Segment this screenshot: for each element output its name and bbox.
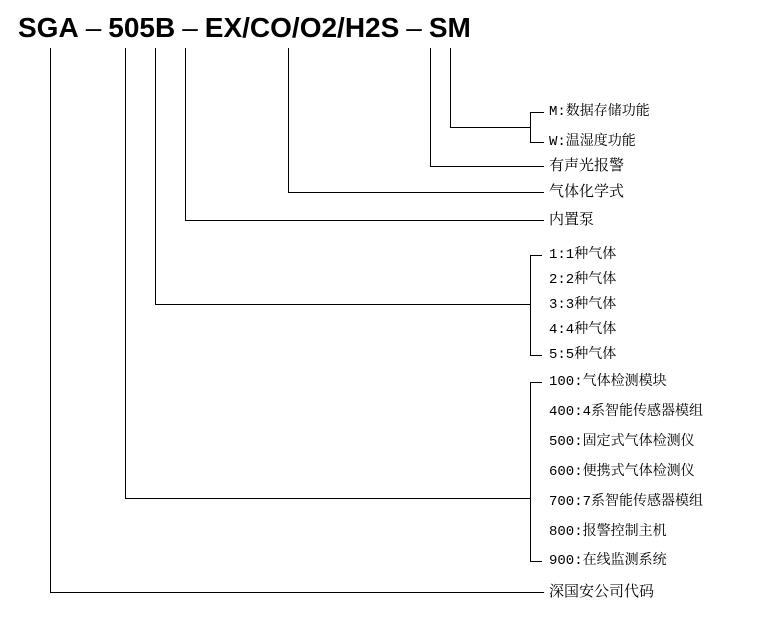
label-gas-count-3: 3:3种气体 — [549, 297, 617, 313]
label-series-100: 100:气体检测模块 — [549, 374, 667, 390]
bracket-gascount-tick-5 — [530, 355, 542, 356]
label-series-600: 600:便携式气体检测仪 — [549, 464, 695, 480]
leader-series-horizontal — [125, 498, 530, 499]
code-dash-1: – — [85, 12, 102, 43]
leader-pump-horizontal — [185, 220, 544, 221]
bracket-series-tick-900 — [530, 561, 542, 562]
bracket-gascount-tick-1 — [530, 255, 542, 256]
label-series-500: 500:固定式气体检测仪 — [549, 434, 695, 450]
label-internal-pump: 内置泵 — [549, 211, 595, 228]
code-dash-2: – — [182, 12, 198, 43]
leader-alarm-vertical — [430, 48, 431, 166]
bracket-suffix-tick-w — [530, 142, 544, 143]
label-suffix-m: M:数据存储功能 — [549, 104, 650, 120]
bracket-series-tick-100 — [530, 382, 542, 383]
leader-gastype-horizontal — [288, 192, 544, 193]
label-series-900: 900:在线监测系统 — [549, 553, 667, 569]
model-code-title — [18, 12, 471, 44]
bracket-series-vertical — [530, 382, 531, 561]
code-segment-505b: 505B — [108, 12, 176, 43]
label-company-code: 深国安公司代码 — [549, 583, 655, 600]
code-dash-3: – — [406, 12, 422, 43]
leader-sm-horizontal — [450, 127, 530, 128]
bracket-suffix-tick-m — [530, 112, 544, 113]
leader-series-vertical — [125, 48, 126, 498]
label-gas-count-1: 1:1种气体 — [549, 247, 617, 263]
label-gas-count-5: 5:5种气体 — [549, 347, 617, 363]
leader-gastype-vertical — [288, 48, 289, 192]
label-gas-count-4: 4:4种气体 — [549, 322, 617, 338]
leader-gascount-horizontal — [155, 304, 530, 305]
label-series-700: 700:7系智能传感器模组 — [549, 494, 704, 510]
leader-sm-vertical — [450, 48, 451, 127]
leader-alarm-horizontal — [430, 166, 544, 167]
label-alarm: 有声光报警 — [549, 157, 625, 174]
code-segment-gases: EX/CO/O2/H2S — [204, 12, 400, 43]
label-series-800: 800:报警控制主机 — [549, 524, 667, 540]
bracket-suffix-vertical — [530, 112, 531, 143]
leader-pump-vertical — [185, 48, 186, 220]
label-gas-count-2: 2:2种气体 — [549, 272, 617, 288]
bracket-gascount-vertical — [530, 255, 531, 355]
label-gas-chemical-formula: 气体化学式 — [549, 183, 625, 200]
label-suffix-w: W:温湿度功能 — [549, 134, 636, 150]
leader-company-vertical — [50, 48, 51, 592]
leader-company-horizontal — [50, 592, 544, 593]
code-segment-sga: SGA — [18, 12, 79, 43]
leader-gascount-vertical — [155, 48, 156, 304]
label-series-400: 400:4系智能传感器模组 — [549, 404, 704, 420]
code-segment-sm: SM — [428, 12, 471, 43]
